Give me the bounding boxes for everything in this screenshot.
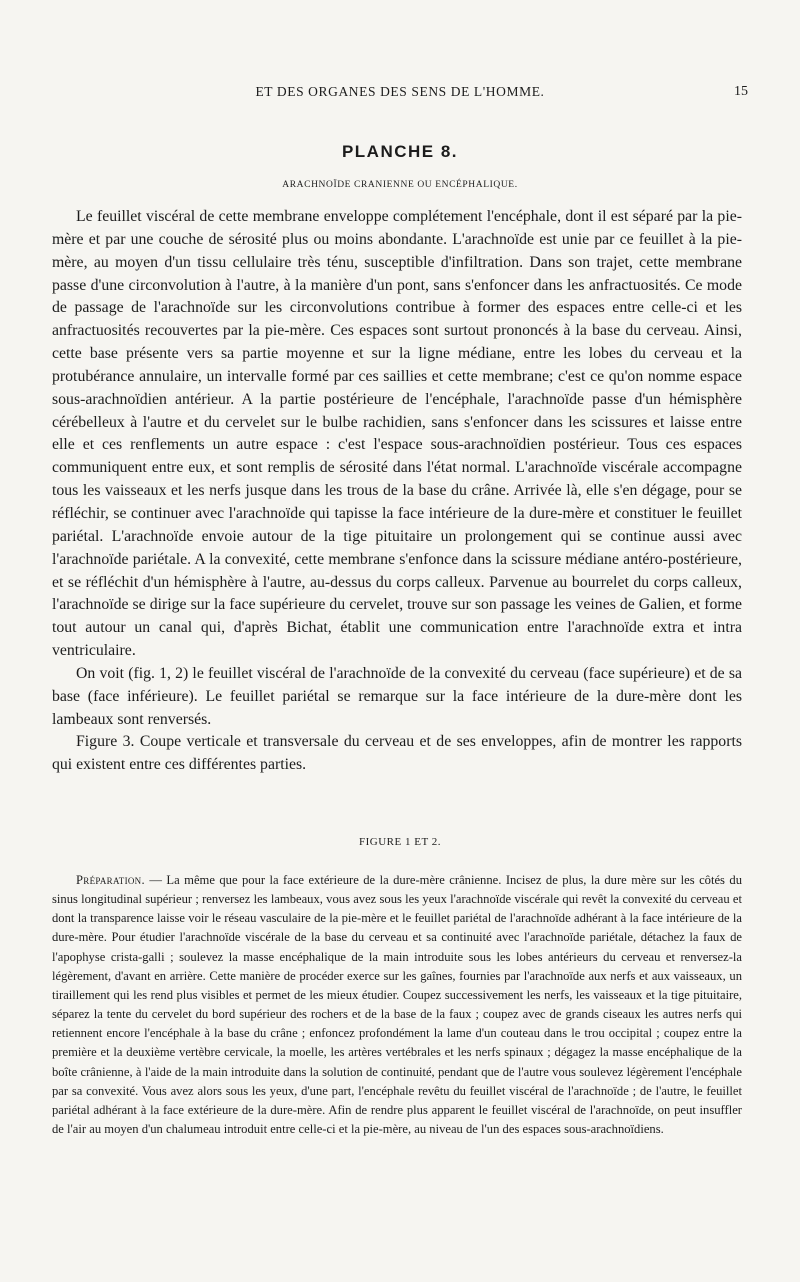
running-title: ET DES ORGANES DES SENS DE L'HOMME.	[255, 84, 545, 99]
body-paragraph: On voit (fig. 1, 2) le feuillet viscéral de l'arachnoïde de la convexité du cerveau (face supérieure) et de sa base (face inférieure). Le feuillet pariétal se remarque sur la face intérieure de la dure-mère dont les lambeaux sont renversés.	[52, 664, 742, 728]
preparation-paragraph	[52, 871, 742, 1139]
plate-subtitle: ARACHNOÏDE CRANIENNE OU ENCÉPHALIQUE.	[282, 180, 518, 190]
body-paragraph: Le feuillet viscéral de cette membrane enveloppe complétement l'encéphale, dont il est séparé par la pie-mère et par une couche de sérosité plus ou moins abondante. L'arachnoïde est unie par ce feuillet à la pie-mère, au moyen d'un tissu cellulaire très ténu, susceptible d'infiltration. Dans son trajet, cette membrane passe d'une circonvolution à l'autre, à la manière d'un pont, sans s'enfoncer dans les anfractuosités. Ce mode de passage de l'arachnoïde sur les circonvolutions contribue à former des espaces entre celle-ci et les anfractuosités recouvertes par la pie-mère. Ces espaces sont surtout prononcés à la base du cerveau. Ainsi, cette base présente vers sa partie moyenne et sur la ligne médiane, entre les lobes du cerveau et la protubérance annulaire, un intervalle formé par ces saillies et cette membrane; c'est ce qu'on nomme espace sous-arachnoïdien antérieur. A la partie postérieure de l'encéphale, l'arachnoïde passe d'un hémisphère cérébelleux à l'autre et du cervelet sur le bulbe rachidien, sans s'enfoncer dans les scissures et laisse entre elle et ces renflements un autre espace : c'est l'espace sous-arachnoïdien postérieur. Tous ces espaces communiquent entre eux, et sont remplis de sérosité dans l'état normal. L'arachnoïde viscérale accompagne tous les vaisseaux et les nerfs jusque dans les trous de la base du crâne. Arrivée là, elle s'en dégage, pour se réfléchir, se continuer avec l'arachnoïde qui tapisse la face intérieure de la dure-mère et constituer le feuillet pariétal. L'arachnoïde envoie autour de la tige pituitaire un prolongement qui se continue aussi avec l'arachnoïde pariétale. A la convexité, cette membrane s'enfonce dans la scissure médiane antéro-postérieure, et se réfléchit d'un hémisphère à l'autre, au-dessus du corps calleux. Parvenue au bourrelet du corps calleux, l'arachnoïde se dirige sur la face supérieure du cervelet, trouve sur son passage les veines de Galien, et forme tout autour un canal qui, d'après Bichat, établit une communication entre l'arachnoïde extra et intra ventriculaire.	[52, 208, 742, 660]
body-text	[52, 206, 742, 777]
body-paragraph: Figure 3. Coupe verticale et transversale du cerveau et de ses enveloppes, afin de montrer les rapports qui existent entre ces différentes parties.	[52, 733, 742, 774]
preparation-label: Préparation.	[76, 873, 145, 887]
running-head	[52, 84, 748, 102]
figure-heading: FIGURE 1 ET 2.	[359, 836, 441, 848]
page-number: 15	[734, 84, 748, 99]
plate-title: PLANCHE 8.	[341, 142, 459, 161]
preparation-text: — La même que pour la face extérieure de la dure-mère crânienne. Incisez de plus, la dure mère sur les côtés du sinus longitudinal supérieur ; renversez les lambeaux, vous avez sous les yeux l'arachnoïde viscérale qui revêt la convexité du cerveau et dont la transparence laisse voir le réseau vasculaire de la pie-mère et le feuillet pariétal de l'arachnoïde adhérant à la face intérieure de la dure-mère. Pour étudier l'arachnoïde viscérale de la base du cerveau et sa continuité avec l'arachnoïde pariétale, détachez la faux de l'apophyse crista-galli ; soulevez la masse encéphalique de la main introduite sous les lobes antérieurs du cerveau et renversez-la légèrement, d'avant en arrière. Cette manière de procéder exerce sur les gaînes, fournies par l'arachnoïde aux nerfs et aux vaisseaux, un tiraillement qui les rend plus visibles et permet de les mieux étudier. Coupez successivement les nerfs, les vaisseaux et la tige pituitaire, séparez la tente du cervelet du bord supérieur des rochers et de la base de la faux ; coupez avec de grands ciseaux les autres nerfs qui retiennent encore l'encéphale à la base du crâne ; enfoncez profondément la lame d'un couteau dans le trou occipital ; coupez entre la première et la deuxième vertèbre cervicale, la moelle, les artères vertébrales et les nerfs spinaux ; dégagez la masse encéphalique de la boîte crânienne, à l'aide de la main introduite dans la solution de continuité, pendant que de l'autre vous soulevez légèrement l'encéphale par sa convexité. Vous avez alors sous les yeux, d'une part, l'encéphale revêtu du feuillet viscéral de l'arachnoïde ; de l'autre, le feuillet pariétal adhérant à la face extérieure de la dure-mère. Afin de rendre plus apparent le feuillet viscéral de l'arachnoïde, on peut insuffler de l'air au moyen d'un chalumeau introduit entre celle-ci et la pie-mère, au niveau de l'un des espaces sous-arachnoïdiens.	[52, 873, 742, 1137]
